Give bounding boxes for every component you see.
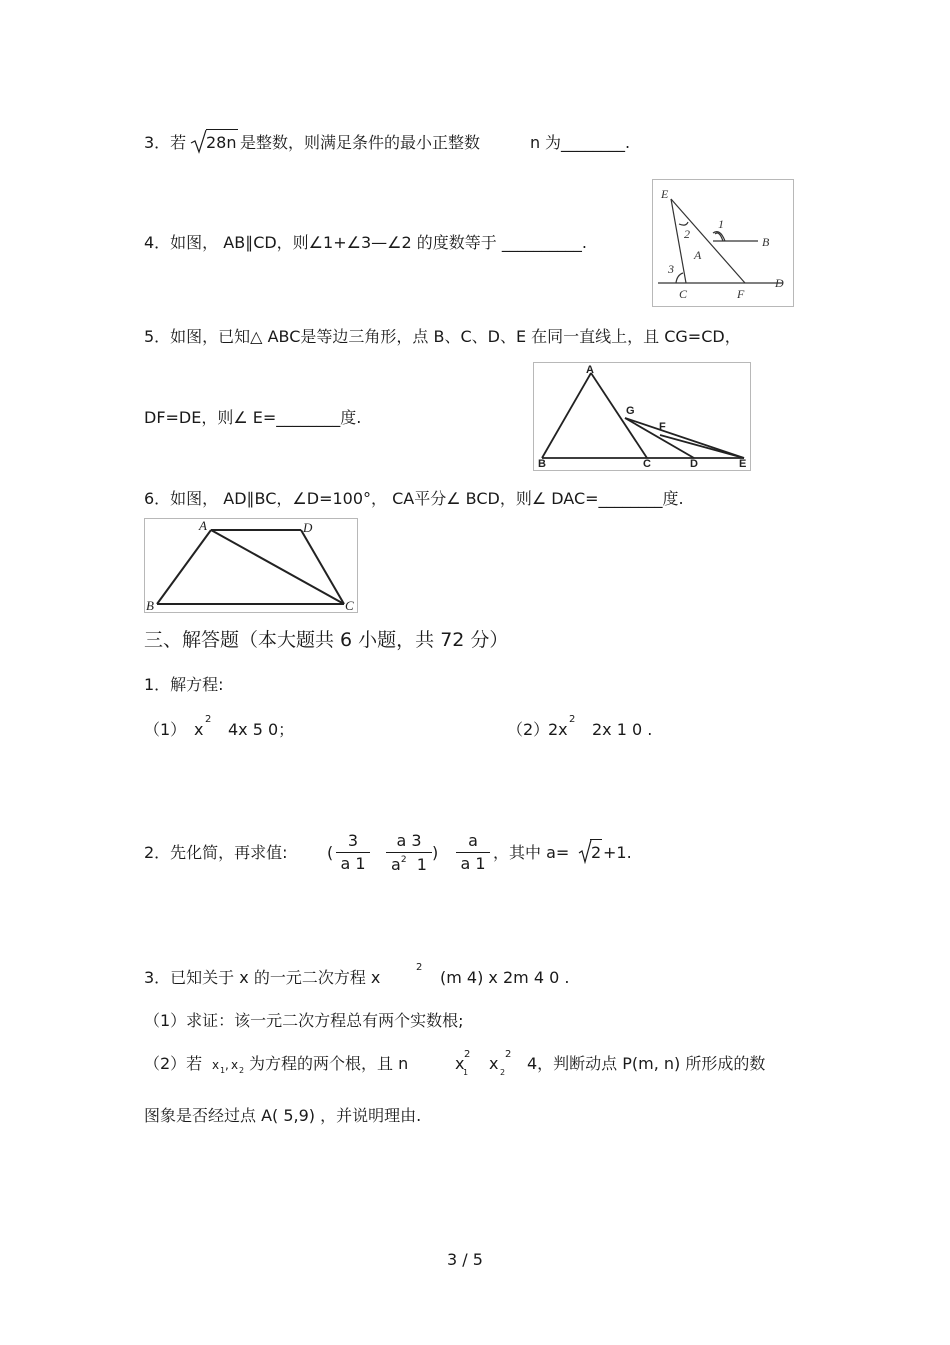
q3-radicand: 28n: [206, 133, 237, 152]
q3-tail: 为________.: [545, 133, 631, 152]
p1-title: 1．解方程:: [144, 675, 224, 694]
q3-var: n: [530, 133, 541, 152]
p2-f3-den: a 1: [460, 854, 486, 873]
p3-sub2-comma: ,: [225, 1058, 229, 1072]
p2-f2-den-exp: 2: [400, 855, 407, 865]
p1-eq1-exp: 2: [205, 714, 212, 725]
p2-f2-num: a 3: [396, 831, 422, 850]
q5-line1: 5．如图，已知△ ABC是等边三角形，点 B、C、D、E 在同一直线上，且 CG=CD，: [144, 327, 741, 346]
fig4-label-f: F: [737, 287, 745, 301]
q5-line2: DF=DE，则∠ E=________度.: [144, 408, 362, 427]
p2-radical-bar: [590, 839, 602, 840]
p3-sub2-c-sup: 2: [464, 1049, 471, 1060]
p2-f1-num: 3: [347, 831, 359, 850]
p2-lead: 2．先化简，再求值:: [144, 843, 288, 862]
radical-sign-icon: [578, 838, 592, 864]
q6-diagram: [145, 519, 357, 612]
line-ab: [542, 373, 591, 458]
p3-sub2-e: 4，判断动点 P(m, n) 所形成的数: [527, 1054, 766, 1073]
p2-radicand: 2: [591, 843, 602, 862]
q6-figure: [144, 518, 358, 613]
p1-eq1-x: x: [194, 720, 204, 739]
p3-sub2-line2: 图象是否经过点 A( 5,9) ，并说明理由.: [144, 1106, 422, 1125]
fig5-label-d: D: [690, 458, 698, 470]
p3-sub2-c-sub: 1: [463, 1068, 469, 1077]
fig4-label-b: B: [762, 235, 770, 249]
p2-fraction-3: [456, 833, 490, 872]
p3-sub2-i1: 1: [220, 1066, 226, 1075]
p1-eq2-x: 2x: [548, 720, 568, 739]
p3-sub1: （1）求证：该一元二次方程总有两个实数根;: [144, 1011, 464, 1030]
p1-eq2-rest: 2x 1 0 .: [592, 720, 653, 739]
p3-sub2-b: 为方程的两个根，且 n: [249, 1054, 409, 1073]
p3-sub2-d: x: [489, 1054, 499, 1073]
q3-number: 3．若: [144, 133, 187, 152]
q6-text: 6．如图， AD∥BC，∠D=100°， CA平分∠ BCD，则∠ DAC=________度.: [144, 489, 684, 508]
fig6-label-b: B: [146, 598, 154, 612]
p3-sub2-c: x: [455, 1054, 465, 1073]
fig4-label-a: A: [694, 248, 702, 262]
p2-fraction-2: [386, 833, 432, 873]
q3-text: 是整数，则满足条件的最小正整数: [240, 133, 481, 152]
p1-eq2-exp: 2: [569, 714, 576, 725]
fig6-label-a: A: [199, 519, 207, 533]
fig5-label-c: C: [643, 458, 651, 470]
fig5-label-e: E: [739, 458, 747, 470]
p2-f2-den: [386, 856, 432, 873]
p2-f2-den-a: a: [391, 855, 401, 874]
p2-f2-den-b: 1: [416, 855, 427, 874]
p3-sub2-a: （2）若: [144, 1054, 203, 1073]
p2-open-paren: (: [327, 843, 334, 862]
fig5-label-a: A: [586, 364, 594, 376]
fig4-label-e: E: [661, 187, 669, 201]
fig6-label-c: C: [345, 598, 354, 612]
section-3-title: 三、解答题（本大题共 6 小题，共 72 分）: [144, 629, 509, 651]
p1-eq1-rest: 4x 5 0；: [228, 720, 295, 739]
page-number: 3 / 5: [447, 1250, 483, 1269]
p3-sub2-i2: 2: [239, 1066, 245, 1075]
p3-sub2-x1: x: [212, 1058, 220, 1072]
fig4-label-2: 2: [684, 227, 690, 241]
line-ac: [211, 530, 344, 604]
radical-bar: [206, 129, 238, 130]
q4-text: 4．如图， AB∥CD，则∠1+∠3—∠2 的度数等于 __________.: [144, 233, 587, 252]
p1-eq2-label: （2）: [507, 720, 550, 739]
p2-tail-a: ，其中 a=: [493, 843, 570, 862]
p3-sub2-x2: x: [231, 1058, 239, 1072]
p1-eq1-label: （1）: [144, 720, 187, 739]
fig4-label-c: C: [679, 287, 688, 301]
q4-figure: [652, 179, 794, 307]
fig5-label-g: G: [626, 405, 635, 417]
p2-tail-b: +1.: [603, 843, 632, 862]
p3-sub2-d-sub: 2: [500, 1068, 506, 1077]
q5-diagram: [534, 363, 750, 470]
fig6-label-d: D: [303, 520, 313, 535]
fig5-label-b: B: [538, 458, 546, 470]
fig4-label-1: 1: [718, 217, 724, 231]
p3-line1-a: 3．已知关于 x 的一元二次方程 x: [144, 968, 381, 987]
p2-close-paren: ): [432, 843, 439, 862]
fig5-label-f: F: [659, 421, 666, 433]
p3-line1-b: (m 4) x 2m 4 0 .: [440, 968, 570, 987]
q5-figure: [533, 362, 751, 471]
fig4-label-3: 3: [668, 262, 674, 276]
fig4-label-d: D: [775, 276, 784, 290]
p2-f3-num: a: [468, 831, 478, 850]
p3-line1-exp: 2: [416, 962, 423, 973]
line-ab: [157, 530, 211, 604]
p2-f1-den: a 1: [340, 854, 366, 873]
p2-fraction-1: [336, 833, 370, 872]
line-ac: [591, 373, 647, 458]
p3-sub2-d-sup: 2: [505, 1049, 512, 1060]
q4-diagram: [653, 180, 793, 306]
